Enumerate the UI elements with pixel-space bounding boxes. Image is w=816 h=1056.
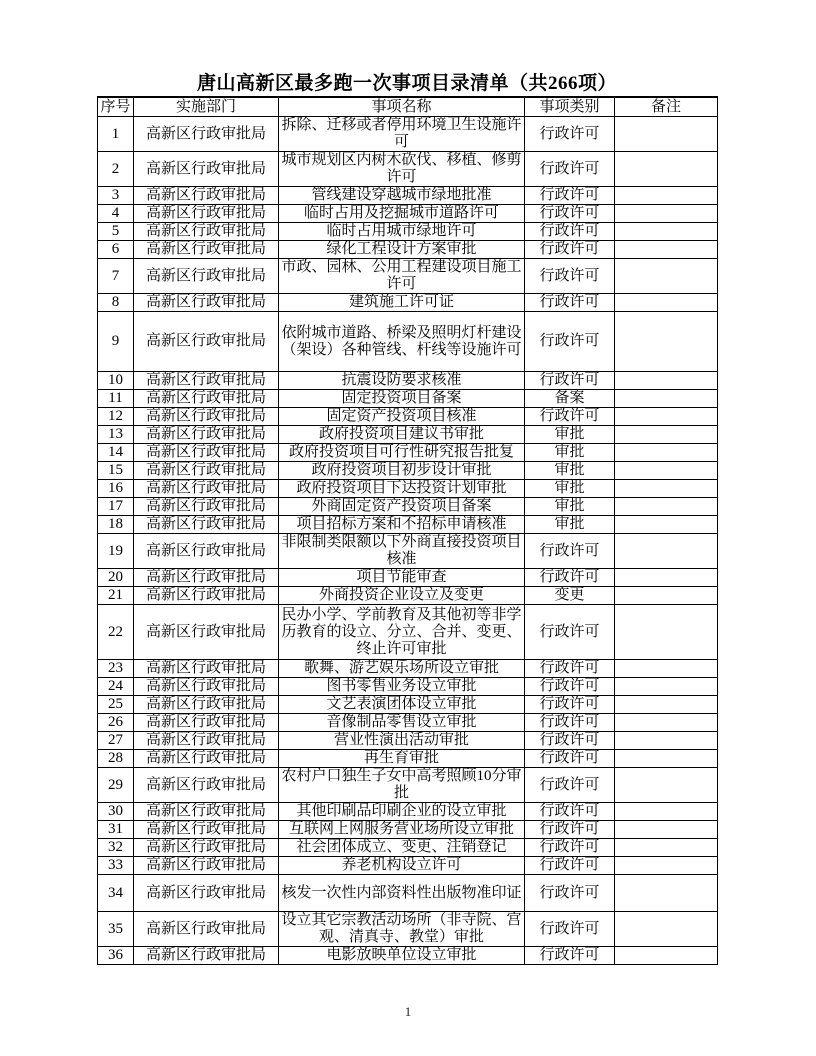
cell-category: 行政许可 xyxy=(525,803,615,821)
table-row xyxy=(98,390,718,408)
cell-serial-number: 32 xyxy=(98,839,134,857)
cell-serial-number: 3 xyxy=(98,187,134,205)
cell-item-name: 非限制类限额以下外商直接投资项目核准 xyxy=(279,534,525,569)
cell-category: 行政许可 xyxy=(525,696,615,714)
cell-remark xyxy=(615,117,718,152)
cell-serial-number: 24 xyxy=(98,678,134,696)
cell-remark xyxy=(615,259,718,294)
cell-item-name: 电影放映单位设立审批 xyxy=(279,947,525,965)
cell-item-name: 养老机构设立许可 xyxy=(279,857,525,875)
cell-remark xyxy=(615,714,718,732)
cell-category: 审批 xyxy=(525,516,615,534)
cell-serial-number: 17 xyxy=(98,498,134,516)
cell-remark xyxy=(615,426,718,444)
cell-category: 行政许可 xyxy=(525,152,615,187)
cell-remark xyxy=(615,516,718,534)
cell-category: 行政许可 xyxy=(525,821,615,839)
cell-remark xyxy=(615,408,718,426)
cell-department: 高新区行政审批局 xyxy=(134,696,279,714)
cell-department: 高新区行政审批局 xyxy=(134,408,279,426)
header-remark: 备注 xyxy=(615,97,718,117)
cell-department: 高新区行政审批局 xyxy=(134,241,279,259)
cell-item-name: 依附城市道路、桥梁及照明灯杆建设（架设）各种管线、杆线等设施许可 xyxy=(279,312,525,372)
table-row xyxy=(98,660,718,678)
cell-item-name: 农村户口独生子女中高考照顾10分审批 xyxy=(279,768,525,803)
cell-remark xyxy=(615,947,718,965)
cell-category: 行政许可 xyxy=(525,241,615,259)
cell-serial-number: 6 xyxy=(98,241,134,259)
table-row xyxy=(98,678,718,696)
cell-serial-number: 30 xyxy=(98,803,134,821)
cell-serial-number: 12 xyxy=(98,408,134,426)
cell-item-name: 固定资产投资项目核准 xyxy=(279,408,525,426)
cell-remark xyxy=(615,152,718,187)
header-serial-number: 序号 xyxy=(98,97,134,117)
cell-item-name: 其他印刷品印刷企业的设立审批 xyxy=(279,803,525,821)
table-row xyxy=(98,696,718,714)
cell-department: 高新区行政审批局 xyxy=(134,660,279,678)
cell-department: 高新区行政审批局 xyxy=(134,390,279,408)
table-row xyxy=(98,875,718,912)
cell-category: 变更 xyxy=(525,587,615,605)
table-row xyxy=(98,587,718,605)
cell-serial-number: 5 xyxy=(98,223,134,241)
table-row xyxy=(98,732,718,750)
cell-serial-number: 27 xyxy=(98,732,134,750)
cell-remark xyxy=(615,678,718,696)
items-table xyxy=(97,96,718,965)
cell-item-name: 设立其它宗教活动场所（非寺院、宫观、清真寺、教堂）审批 xyxy=(279,912,525,947)
cell-category: 行政许可 xyxy=(525,839,615,857)
cell-remark xyxy=(615,312,718,372)
table-row xyxy=(98,241,718,259)
cell-category: 行政许可 xyxy=(525,714,615,732)
cell-category: 审批 xyxy=(525,426,615,444)
cell-remark xyxy=(615,444,718,462)
cell-item-name: 外商固定资产投资项目备案 xyxy=(279,498,525,516)
cell-department: 高新区行政审批局 xyxy=(134,821,279,839)
cell-item-name: 歌舞、游艺娱乐场所设立审批 xyxy=(279,660,525,678)
cell-category: 行政许可 xyxy=(525,372,615,390)
cell-remark xyxy=(615,390,718,408)
table-row xyxy=(98,480,718,498)
cell-department: 高新区行政审批局 xyxy=(134,605,279,660)
cell-serial-number: 33 xyxy=(98,857,134,875)
table-row xyxy=(98,408,718,426)
cell-remark xyxy=(615,372,718,390)
cell-department: 高新区行政审批局 xyxy=(134,912,279,947)
cell-item-name: 政府投资项目下达投资计划审批 xyxy=(279,480,525,498)
cell-remark xyxy=(615,821,718,839)
cell-department: 高新区行政审批局 xyxy=(134,534,279,569)
cell-serial-number: 29 xyxy=(98,768,134,803)
cell-department: 高新区行政审批局 xyxy=(134,768,279,803)
header-item-name: 事项名称 xyxy=(279,97,525,117)
cell-item-name: 项目节能审查 xyxy=(279,569,525,587)
cell-category: 审批 xyxy=(525,462,615,480)
cell-serial-number: 16 xyxy=(98,480,134,498)
table-row xyxy=(98,426,718,444)
cell-category: 行政许可 xyxy=(525,605,615,660)
page-number: 1 xyxy=(404,1004,412,1019)
table-row xyxy=(98,372,718,390)
table-row xyxy=(98,187,718,205)
cell-item-name: 项目招标方案和不招标申请核准 xyxy=(279,516,525,534)
cell-item-name: 建筑施工许可证 xyxy=(279,294,525,312)
cell-item-name: 拆除、迁移或者停用环境卫生设施许可 xyxy=(279,117,525,152)
cell-remark xyxy=(615,605,718,660)
cell-department: 高新区行政审批局 xyxy=(134,312,279,372)
cell-department: 高新区行政审批局 xyxy=(134,732,279,750)
table-row xyxy=(98,821,718,839)
cell-item-name: 音像制品零售设立审批 xyxy=(279,714,525,732)
cell-serial-number: 4 xyxy=(98,205,134,223)
table-body xyxy=(98,117,718,965)
cell-remark xyxy=(615,875,718,912)
cell-item-name: 民办小学、学前教育及其他初等非学历教育的设立、分立、合并、变更、终止许可审批 xyxy=(279,605,525,660)
cell-item-name: 外商投资企业设立及变更 xyxy=(279,587,525,605)
cell-category: 审批 xyxy=(525,444,615,462)
cell-department: 高新区行政审批局 xyxy=(134,462,279,480)
cell-item-name: 图书零售业务设立审批 xyxy=(279,678,525,696)
table-row xyxy=(98,750,718,768)
cell-department: 高新区行政审批局 xyxy=(134,839,279,857)
cell-department: 高新区行政审批局 xyxy=(134,117,279,152)
cell-item-name: 社会团体成立、变更、注销登记 xyxy=(279,839,525,857)
cell-department: 高新区行政审批局 xyxy=(134,205,279,223)
cell-category: 审批 xyxy=(525,498,615,516)
cell-category: 备案 xyxy=(525,390,615,408)
cell-item-name: 再生育审批 xyxy=(279,750,525,768)
cell-serial-number: 35 xyxy=(98,912,134,947)
cell-item-name: 政府投资项目可行性研究报告批复 xyxy=(279,444,525,462)
cell-department: 高新区行政审批局 xyxy=(134,569,279,587)
table-row xyxy=(98,205,718,223)
cell-department: 高新区行政审批局 xyxy=(134,587,279,605)
cell-department: 高新区行政审批局 xyxy=(134,187,279,205)
cell-serial-number: 21 xyxy=(98,587,134,605)
cell-serial-number: 36 xyxy=(98,947,134,965)
cell-category: 行政许可 xyxy=(525,534,615,569)
cell-remark xyxy=(615,534,718,569)
cell-department: 高新区行政审批局 xyxy=(134,750,279,768)
table-row xyxy=(98,839,718,857)
cell-remark xyxy=(615,569,718,587)
cell-serial-number: 14 xyxy=(98,444,134,462)
cell-item-name: 政府投资项目建议书审批 xyxy=(279,426,525,444)
table-row xyxy=(98,516,718,534)
cell-remark xyxy=(615,857,718,875)
cell-item-name: 城市规划区内树木砍伐、移植、修剪许可 xyxy=(279,152,525,187)
cell-category: 行政许可 xyxy=(525,875,615,912)
table-row xyxy=(98,462,718,480)
cell-remark xyxy=(615,587,718,605)
cell-department: 高新区行政审批局 xyxy=(134,857,279,875)
cell-remark xyxy=(615,205,718,223)
cell-department: 高新区行政审批局 xyxy=(134,678,279,696)
cell-serial-number: 25 xyxy=(98,696,134,714)
table-row xyxy=(98,312,718,372)
cell-department: 高新区行政审批局 xyxy=(134,480,279,498)
table-row xyxy=(98,498,718,516)
table-row xyxy=(98,857,718,875)
cell-serial-number: 8 xyxy=(98,294,134,312)
table-row xyxy=(98,117,718,152)
cell-department: 高新区行政审批局 xyxy=(134,372,279,390)
cell-serial-number: 28 xyxy=(98,750,134,768)
cell-remark xyxy=(615,696,718,714)
cell-serial-number: 7 xyxy=(98,259,134,294)
table-row xyxy=(98,768,718,803)
cell-remark xyxy=(615,498,718,516)
table-row xyxy=(98,714,718,732)
cell-remark xyxy=(615,187,718,205)
cell-category: 行政许可 xyxy=(525,205,615,223)
table-row xyxy=(98,259,718,294)
cell-category: 行政许可 xyxy=(525,569,615,587)
cell-category: 行政许可 xyxy=(525,117,615,152)
header-category: 事项类别 xyxy=(525,97,615,117)
cell-category: 行政许可 xyxy=(525,857,615,875)
cell-remark xyxy=(615,223,718,241)
cell-department: 高新区行政审批局 xyxy=(134,294,279,312)
cell-item-name: 临时占用及挖掘城市道路许可 xyxy=(279,205,525,223)
cell-serial-number: 20 xyxy=(98,569,134,587)
cell-remark xyxy=(615,462,718,480)
cell-serial-number: 1 xyxy=(98,117,134,152)
cell-category: 行政许可 xyxy=(525,947,615,965)
cell-serial-number: 9 xyxy=(98,312,134,372)
cell-serial-number: 31 xyxy=(98,821,134,839)
table-row xyxy=(98,605,718,660)
cell-serial-number: 19 xyxy=(98,534,134,569)
cell-item-name: 市政、园林、公用工程建设项目施工许可 xyxy=(279,259,525,294)
cell-category: 行政许可 xyxy=(525,294,615,312)
cell-department: 高新区行政审批局 xyxy=(134,498,279,516)
cell-department: 高新区行政审批局 xyxy=(134,152,279,187)
cell-category: 行政许可 xyxy=(525,768,615,803)
cell-item-name: 互联网上网服务营业场所设立审批 xyxy=(279,821,525,839)
cell-category: 行政许可 xyxy=(525,223,615,241)
cell-item-name: 政府投资项目初步设计审批 xyxy=(279,462,525,480)
table-row xyxy=(98,534,718,569)
cell-category: 行政许可 xyxy=(525,660,615,678)
table-row xyxy=(98,152,718,187)
cell-remark xyxy=(615,912,718,947)
cell-item-name: 营业性演出活动审批 xyxy=(279,732,525,750)
cell-category: 行政许可 xyxy=(525,678,615,696)
cell-item-name: 固定投资项目备案 xyxy=(279,390,525,408)
table-row xyxy=(98,569,718,587)
cell-serial-number: 10 xyxy=(98,372,134,390)
cell-item-name: 抗震设防要求核准 xyxy=(279,372,525,390)
header-department: 实施部门 xyxy=(134,97,279,117)
cell-remark xyxy=(615,768,718,803)
table-row xyxy=(98,294,718,312)
cell-serial-number: 2 xyxy=(98,152,134,187)
cell-category: 行政许可 xyxy=(525,408,615,426)
table-row xyxy=(98,223,718,241)
cell-serial-number: 34 xyxy=(98,875,134,912)
cell-serial-number: 26 xyxy=(98,714,134,732)
cell-remark xyxy=(615,294,718,312)
cell-remark xyxy=(615,803,718,821)
table-row xyxy=(98,912,718,947)
cell-serial-number: 11 xyxy=(98,390,134,408)
cell-serial-number: 22 xyxy=(98,605,134,660)
cell-category: 行政许可 xyxy=(525,732,615,750)
cell-serial-number: 18 xyxy=(98,516,134,534)
cell-department: 高新区行政审批局 xyxy=(134,714,279,732)
cell-department: 高新区行政审批局 xyxy=(134,426,279,444)
cell-serial-number: 23 xyxy=(98,660,134,678)
cell-department: 高新区行政审批局 xyxy=(134,223,279,241)
cell-remark xyxy=(615,241,718,259)
cell-department: 高新区行政审批局 xyxy=(134,444,279,462)
cell-department: 高新区行政审批局 xyxy=(134,875,279,912)
cell-category: 行政许可 xyxy=(525,259,615,294)
cell-category: 行政许可 xyxy=(525,912,615,947)
cell-department: 高新区行政审批局 xyxy=(134,259,279,294)
cell-category: 行政许可 xyxy=(525,312,615,372)
cell-department: 高新区行政审批局 xyxy=(134,516,279,534)
cell-serial-number: 13 xyxy=(98,426,134,444)
cell-category: 行政许可 xyxy=(525,187,615,205)
cell-remark xyxy=(615,480,718,498)
cell-remark xyxy=(615,750,718,768)
cell-item-name: 临时占用城市绿地许可 xyxy=(279,223,525,241)
cell-item-name: 核发一次性内部资料性出版物准印证 xyxy=(279,875,525,912)
cell-remark xyxy=(615,732,718,750)
cell-serial-number: 15 xyxy=(98,462,134,480)
table-header-row xyxy=(98,97,718,117)
table-row xyxy=(98,803,718,821)
table-row xyxy=(98,444,718,462)
cell-item-name: 文艺表演团体设立审批 xyxy=(279,696,525,714)
cell-remark xyxy=(615,839,718,857)
cell-category: 行政许可 xyxy=(525,750,615,768)
cell-item-name: 绿化工程设计方案审批 xyxy=(279,241,525,259)
table-row xyxy=(98,947,718,965)
cell-remark xyxy=(615,660,718,678)
cell-category: 审批 xyxy=(525,480,615,498)
page-title: 唐山高新区最多跑一次事项目录清单（共266项） xyxy=(196,73,617,94)
cell-item-name: 管线建设穿越城市绿地批准 xyxy=(279,187,525,205)
cell-department: 高新区行政审批局 xyxy=(134,947,279,965)
cell-department: 高新区行政审批局 xyxy=(134,803,279,821)
